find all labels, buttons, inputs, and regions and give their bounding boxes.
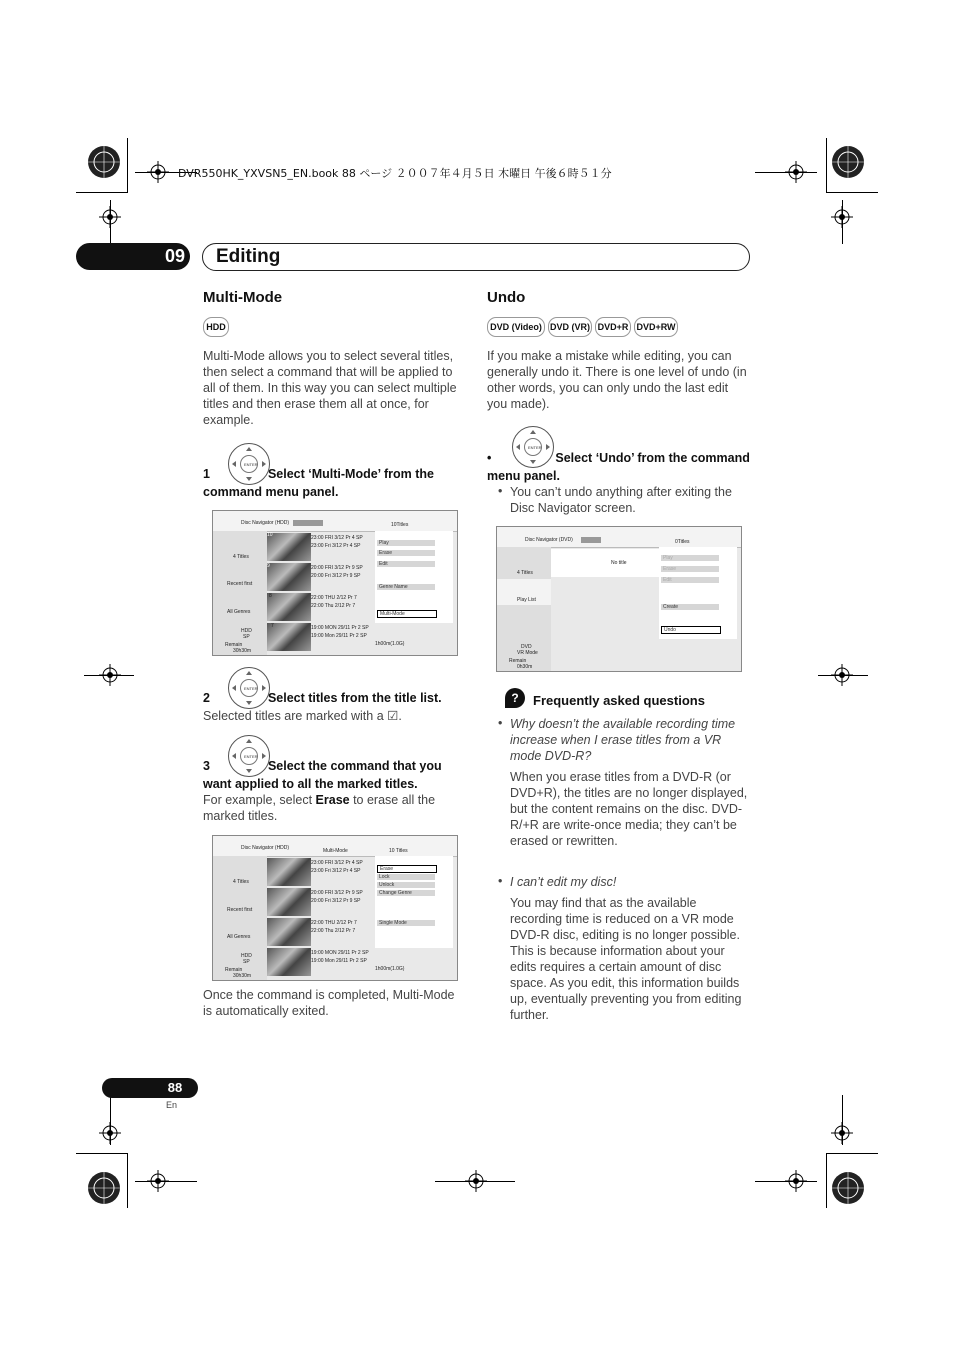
print-header: DVR550HK_YXVSN5_EN.book 88 ページ ２００７年４月５日 木曜日 午後６時５１分 <box>178 167 612 180</box>
dvd-plus-r-badge: DVD+R <box>595 317 631 337</box>
crosshair-icon <box>99 664 121 686</box>
menu-item-selected: Multi-Mode <box>377 610 437 618</box>
side-item: All Genres <box>227 609 251 615</box>
step-2-text: Select titles from the title list. <box>267 691 442 705</box>
screen-title: Disc Navigator (DVD) <box>525 537 573 543</box>
menu-item-selected: Erase <box>377 865 437 873</box>
mode-indicator: Multi-Mode <box>323 848 348 854</box>
side-item: Recent first <box>227 907 253 913</box>
step-number: 3 <box>203 759 210 773</box>
menu-item: Edit <box>377 561 435 567</box>
menu-item: Single Mode <box>377 920 435 926</box>
step-3-text: Select the command that you want applied to all the marked titles. <box>203 759 442 791</box>
bullet-icon: • <box>498 484 503 498</box>
crosshair-icon <box>99 1122 121 1144</box>
side-item: Play List <box>517 597 536 603</box>
crosshair-icon <box>147 161 169 183</box>
side-item: 4 Titles <box>233 554 249 560</box>
step-1 <box>203 465 468 501</box>
crosshair-icon <box>465 1170 487 1192</box>
title-count: 10 Titles <box>389 848 408 854</box>
multimode-outro: Once the command is completed, Multi-Mode is automatically exited. <box>203 988 455 1018</box>
footer-time: 1h00m(1.0G) <box>375 641 405 647</box>
registration-target-icon <box>830 1170 866 1206</box>
title-number: 10 <box>267 532 273 538</box>
step-bullet: • <box>487 451 492 465</box>
remote-dial-icon: ENTER <box>228 667 270 709</box>
multimode-heading: Multi-Mode <box>203 289 283 306</box>
drive-label: HDD <box>241 953 252 959</box>
side-item: 4 Titles <box>517 570 533 576</box>
menu-item-disabled: Erase <box>661 566 719 572</box>
menu-item-disabled: Play <box>661 555 719 561</box>
faq-answer-2: You may find that as the available recording time is reduced on a VR mode DVD-R disc, editing is no longer possible. This is because information about your edits requires a certain amount of disc space. As you edit, this information builds up, eventually preventing you from editing further. <box>510 896 742 1022</box>
faq-question-1: Why doesn’t the available recording time increase when I erase titles from a VR mode DVD-R? <box>510 717 736 763</box>
bullet-icon: • <box>498 716 503 730</box>
title-row: 22:00 THU 2/12 Pr 7 <box>311 595 357 601</box>
crosshair-icon <box>99 206 121 228</box>
faq-answer-1: When you erase titles from a DVD-R (or DVD+R), the titles are no longer displayed, but the content remains on the disc. DVD-R/+R are write-once media; they can’t be erased or rewritten. <box>510 770 748 848</box>
title-row: 20:00 Fri 3/12 Pr 9 SP <box>311 898 361 904</box>
remote-dial-icon: ENTER <box>512 426 554 468</box>
screen-title: Disc Navigator (HDD) <box>241 845 290 851</box>
registration-target-icon <box>830 144 866 180</box>
title-row: 23:00 FRI 3/12 Pr 4 SP <box>311 860 363 866</box>
chapter-title-frame <box>202 243 750 271</box>
crosshair-icon <box>785 1170 807 1192</box>
empty-list-label: No title <box>611 560 627 566</box>
step-1-text: Select ‘Multi-Mode’ from the command menu panel. <box>203 467 434 499</box>
remain-value: 0h30m <box>517 664 533 670</box>
step-2 <box>203 689 468 707</box>
title-number: 9 <box>267 563 270 569</box>
screen-title: Disc Navigator (HDD) <box>241 520 290 526</box>
undo-heading: Undo <box>487 289 526 306</box>
undo-note: You can’t undo anything after exiting the Disc Navigator screen. <box>510 485 732 515</box>
dvd-plus-rw-badge: DVD+RW <box>634 317 678 337</box>
hdd-badge: HDD <box>203 317 229 337</box>
title-row: 23:00 FRI 3/12 Pr 4 SP <box>311 535 363 541</box>
mode-label: SP <box>243 634 250 640</box>
crosshair-icon <box>147 1170 169 1192</box>
title-row: 19:00 Mon 29/11 Pr 2 SP <box>311 633 367 639</box>
faq-heading: Frequently asked questions <box>533 693 705 708</box>
undo-step <box>487 449 752 485</box>
disc-navigator-screen-3 <box>496 526 742 672</box>
dvd-video-badge: DVD (Video) <box>487 317 545 337</box>
chapter-title: Editing <box>216 246 281 267</box>
title-count: 10Titles <box>391 522 409 528</box>
title-row: 19:00 Mon 29/11 Pr 2 SP <box>311 958 367 964</box>
mode-label: SP <box>243 959 250 965</box>
dvd-vr-badge: DVD (VR) <box>548 317 592 337</box>
page-language: En <box>166 1100 178 1110</box>
remain-value: 30h30m <box>233 648 252 654</box>
step-number: 2 <box>203 691 210 705</box>
title-row: 22:00 THU 2/12 Pr 7 <box>311 920 357 926</box>
title-row: 19:00 MON 29/11 Pr 2 SP <box>311 625 369 631</box>
multimode-intro: Multi-Mode allows you to select several titles, then select a command that will be applied to all of them. In this way you can select multiple titles and then erase them all at once, for example. <box>203 349 457 427</box>
remote-dial-icon: ENTER <box>228 443 270 485</box>
remain-label: Remain <box>225 967 243 973</box>
registration-target-icon <box>86 144 122 180</box>
title-row: 22:00 Thu 2/12 Pr 7 <box>311 603 356 609</box>
disc-navigator-screen-2 <box>212 835 458 981</box>
step-2-note: Selected titles are marked with a ☑. <box>203 709 402 723</box>
side-item: Recent first <box>227 581 253 587</box>
crosshair-icon <box>785 161 807 183</box>
menu-item: Unlock <box>377 882 435 888</box>
footer-time: 1h00m(1.0G) <box>375 966 405 972</box>
menu-item-disabled: Edit <box>661 577 719 583</box>
title-row: 23:00 Fri 3/12 Pr 4 SP <box>311 543 361 549</box>
menu-item: Create <box>661 604 719 610</box>
menu-item: Play <box>377 540 435 546</box>
step-3-note: For example, select Erase to erase all the marked titles. <box>203 793 436 823</box>
page-number: 88 <box>167 1080 183 1095</box>
step-3 <box>203 757 468 793</box>
title-row: 20:00 FRI 3/12 Pr 9 SP <box>311 890 363 896</box>
menu-item-selected: Undo <box>661 626 721 634</box>
title-row: 20:00 Fri 3/12 Pr 9 SP <box>311 573 361 579</box>
title-row: 22:00 Thu 2/12 Pr 7 <box>311 928 356 934</box>
menu-item: Change Genre <box>377 890 435 896</box>
drive-label: DVD <box>521 644 532 650</box>
menu-item: Erase <box>377 550 435 556</box>
drive-label: HDD <box>241 628 252 634</box>
remote-dial-icon: ENTER <box>228 735 270 777</box>
registration-target-icon <box>86 1170 122 1206</box>
crosshair-icon <box>831 664 853 686</box>
title-number: 7 <box>271 623 274 629</box>
title-row: 23:00 Fri 3/12 Pr 4 SP <box>311 868 361 874</box>
title-count: 0Titles <box>675 539 690 545</box>
faq-question-2: I can’t edit my disc! <box>510 875 617 889</box>
menu-item: Lock <box>377 874 435 880</box>
title-number: 8 <box>269 593 272 599</box>
menu-item: Genre Name <box>377 584 435 590</box>
undo-step-text: Select ‘Undo’ from the command menu panel. <box>487 451 750 483</box>
undo-intro: If you make a mistake while editing, you can generally undo it. There is one level of undo (in other words, you can only undo the last edit you made). <box>487 349 747 411</box>
faq-icon: ? <box>505 688 525 708</box>
chapter-number: 09 <box>164 246 186 266</box>
remain-label: Remain <box>509 658 527 664</box>
title-row: 19:00 MON 29/11 Pr 2 SP <box>311 950 369 956</box>
step-number: 1 <box>203 467 210 481</box>
bullet-icon: • <box>498 874 503 888</box>
crosshair-icon <box>831 206 853 228</box>
side-item: 4 Titles <box>233 879 249 885</box>
disc-navigator-screen-1 <box>212 510 458 656</box>
title-row: 20:00 FRI 3/12 Pr 9 SP <box>311 565 363 571</box>
remain-label: Remain <box>225 642 243 648</box>
mode-label: VR Mode <box>517 650 538 656</box>
side-item: All Genres <box>227 934 251 940</box>
remain-value: 30h30m <box>233 973 252 979</box>
crosshair-icon <box>831 1122 853 1144</box>
